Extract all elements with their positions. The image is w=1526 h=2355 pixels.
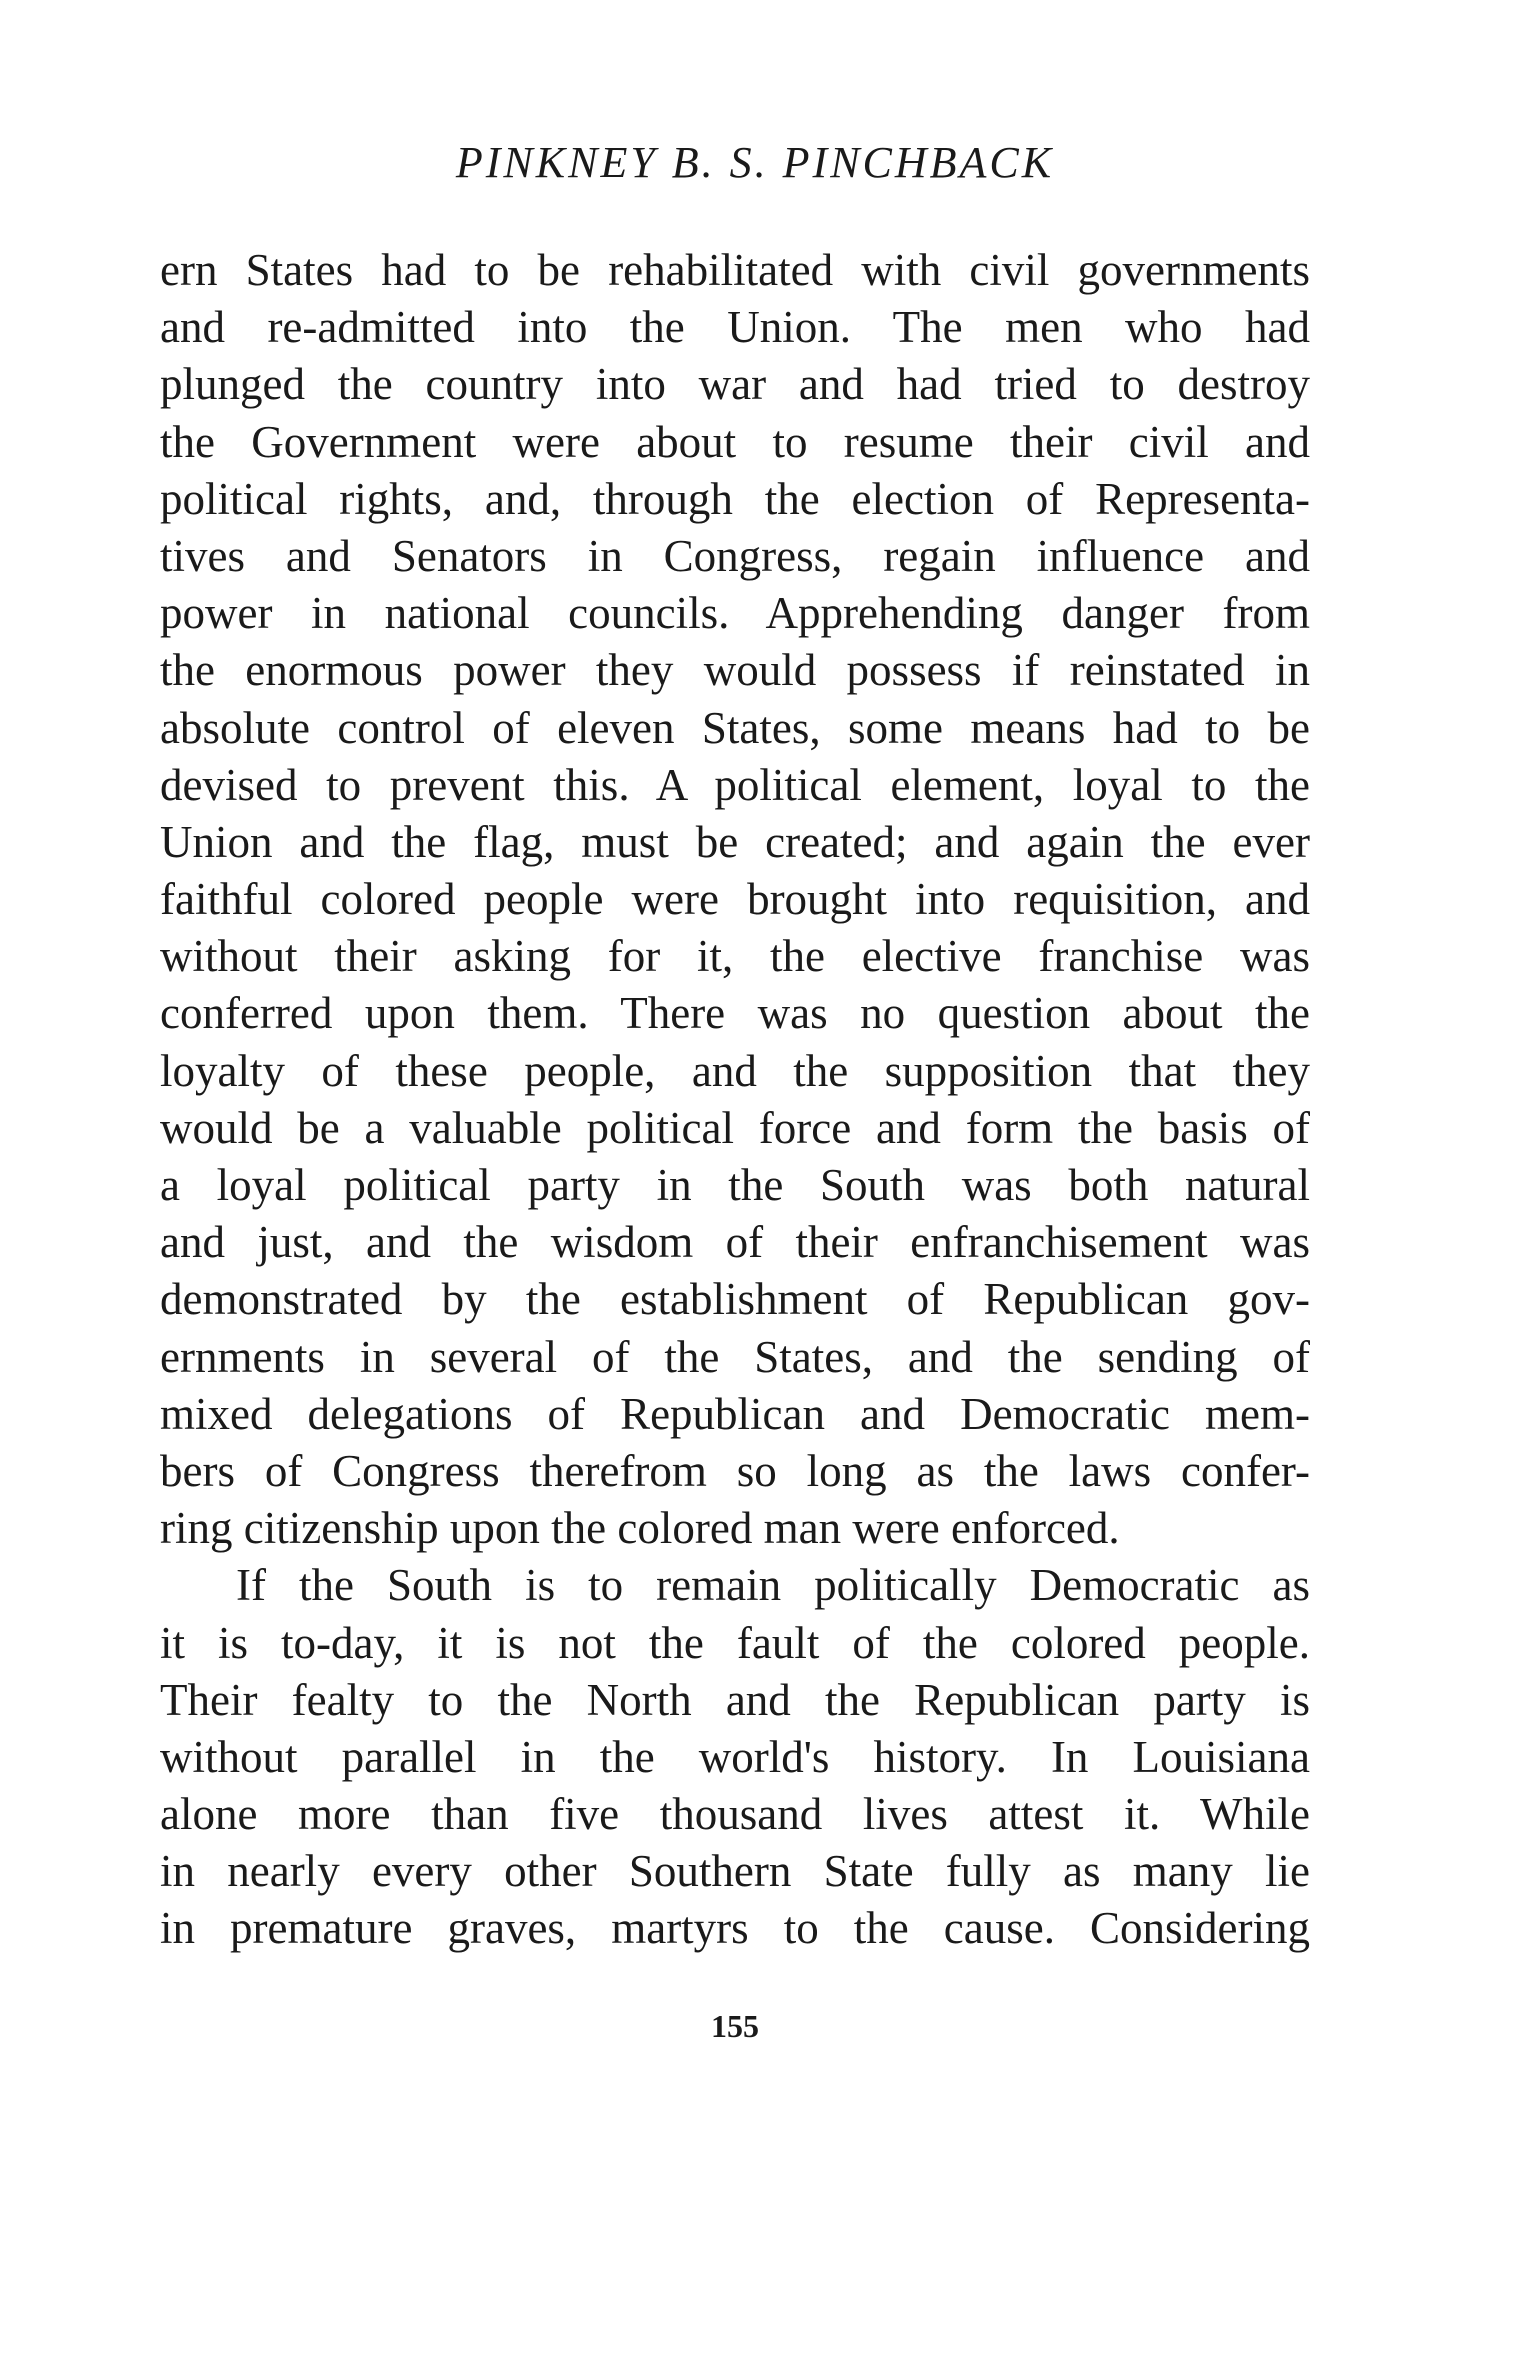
page-number: 155 <box>711 2008 759 2044</box>
text-line: ernments in several of the States, and the sending of <box>160 1331 1310 1382</box>
text-line: plunged the country into war and had tried to destroy <box>160 359 1310 410</box>
text-line: bers of Congress therefrom so long as the laws confer- <box>160 1445 1310 1496</box>
text-line: without their asking for it, the elective franchise was <box>160 931 1310 982</box>
text-line: and just, and the wisdom of their enfranchisement was <box>160 1217 1310 1268</box>
text-line: and re-admitted into the Union. The men who had <box>160 302 1310 353</box>
text-line: faithful colored people were brought into requisition, and <box>160 874 1310 925</box>
text-line: absolute control of eleven States, some means had to be <box>160 702 1310 753</box>
text-line: mixed delegations of Republican and Democratic mem- <box>160 1388 1310 1439</box>
text-line: Union and the flag, must be created; and again the ever <box>160 816 1310 867</box>
text-line: a loyal political party in the South was both natural <box>160 1160 1310 1210</box>
text-line: political rights, and, through the election of Representa- <box>160 473 1310 524</box>
text-line: without parallel in the world's history. In Louisiana <box>160 1731 1310 1782</box>
text-line: demonstrated by the establishment of Republican gov- <box>160 1274 1310 1325</box>
text-line: in premature graves, martyrs to the cause. Considering <box>160 1903 1310 1954</box>
text-line: loyalty of these people, and the supposition that they <box>160 1045 1310 1096</box>
text-line: devised to prevent this. A political element, loyal to the <box>160 759 1310 810</box>
paragraph <box>160 242 1310 1557</box>
text-line: power in national councils. Apprehending danger from <box>160 588 1310 639</box>
text-line: alone more than five thousand lives attest it. While <box>160 1789 1310 1840</box>
text-line: it is to-day, it is not the fault of the colored people. <box>160 1617 1310 1668</box>
text-line: tives and Senators in Congress, regain influence and <box>160 530 1310 581</box>
text-line: conferred upon them. There was no question about the <box>160 988 1310 1039</box>
body-text <box>160 242 1310 1958</box>
text-line: in nearly every other Southern State fully as many lie <box>160 1846 1310 1897</box>
paragraph <box>160 1557 1310 1957</box>
text-line: ern States had to be rehabilitated with civil governments <box>160 245 1310 295</box>
text-line: ring citizenship upon the colored man were enforced. <box>160 1503 1120 1554</box>
text-line: the enormous power they would possess if reinstated in <box>160 645 1310 696</box>
text-line: would be a valuable political force and form the basis of <box>160 1102 1310 1153</box>
text-line: Their fealty to the North and the Republican party is <box>160 1674 1310 1725</box>
text-line: the Government were about to resume their civil and <box>160 416 1310 467</box>
running-head: PINKNEY B. S. PINCHBACK <box>455 138 1055 187</box>
text-line: If the South is to remain politically Democratic as <box>236 1560 1310 1611</box>
